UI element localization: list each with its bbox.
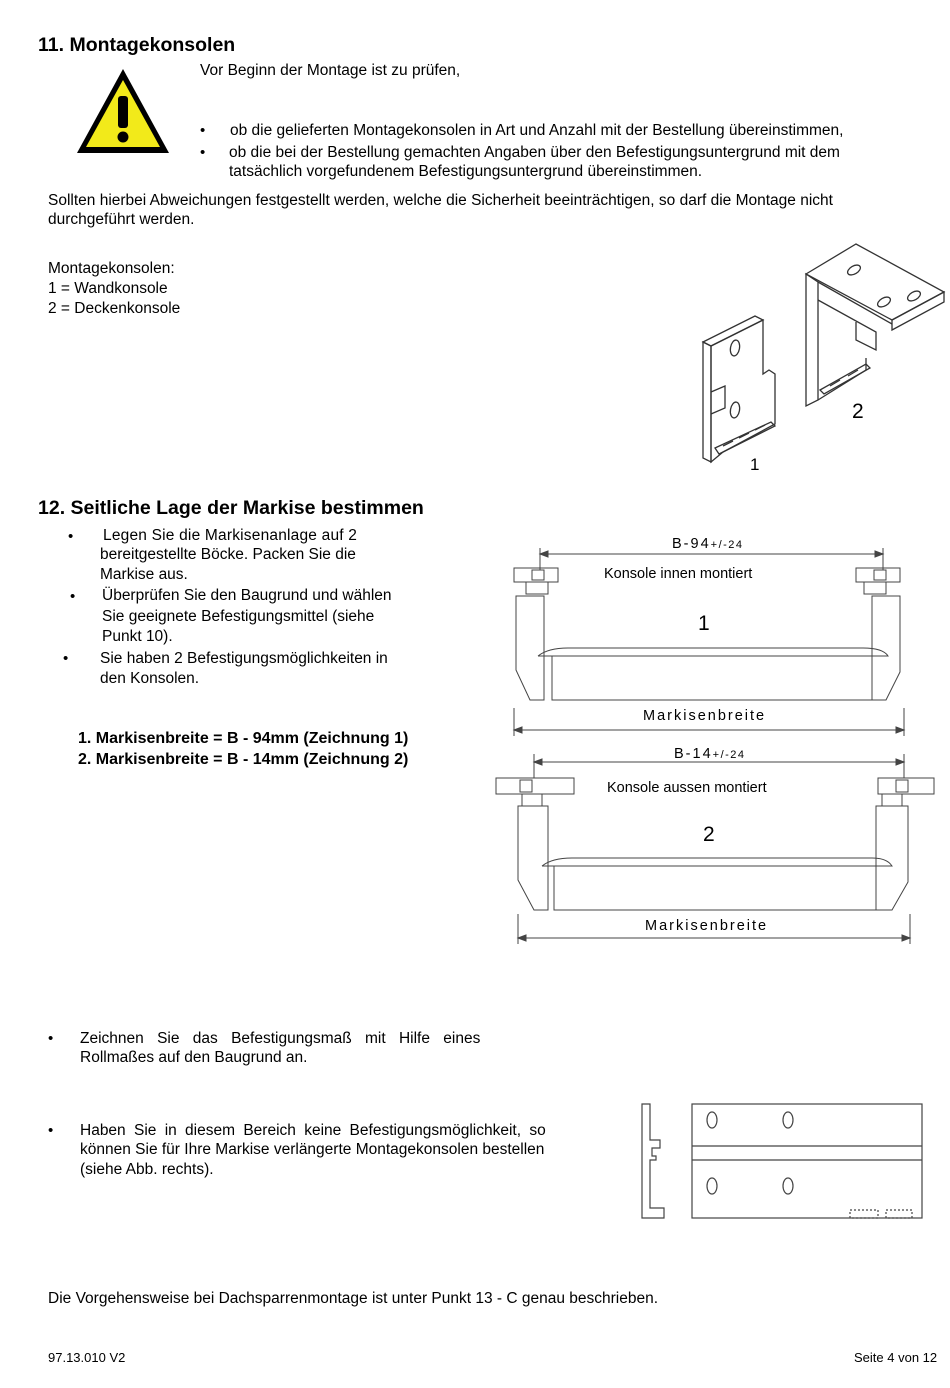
bullet-dot: • bbox=[70, 588, 76, 605]
document-id: 97.13.010 V2 bbox=[48, 1350, 126, 1365]
drawing-1-width-label: Markisenbreite bbox=[643, 708, 767, 724]
drawing-2-dimension bbox=[674, 745, 746, 763]
step-trestles-cont: bereitgestellte Böcke. Packen Sie die bbox=[100, 546, 356, 563]
drawing-1-label: Konsole innen montiert bbox=[604, 566, 753, 582]
drawing-2-label: Konsole aussen montiert bbox=[607, 780, 767, 796]
bullet-dot: • bbox=[48, 1030, 54, 1047]
step-extended-console: Haben Sie in diesem Bereich keine Befestigungsmöglichkeit, so bbox=[80, 1122, 546, 1139]
deviation-warning: Sollten hierbei Abweichungen festgestellt werden, welche die Sicherheit beeinträchtigen, so darf die Montage nicht bbox=[48, 192, 833, 209]
page-number: Seite 4 von 12 bbox=[854, 1350, 938, 1365]
step-trestles-cont2: Markise aus. bbox=[100, 566, 188, 583]
formula-2: 2. Markisenbreite = B - 14mm (Zeichnung 2) bbox=[78, 751, 409, 768]
ceiling-console-label: 2 bbox=[852, 400, 864, 423]
step-options: Sie haben 2 Befestigungsmöglichkeiten in bbox=[100, 650, 388, 667]
console-legend-wall: 1 = Wandkonsole bbox=[48, 280, 168, 297]
drawing-1-dimension bbox=[672, 535, 744, 553]
bullet-dot: • bbox=[200, 122, 206, 139]
ceiling-console-drawing bbox=[796, 240, 946, 410]
extended-console-front-view bbox=[690, 1102, 926, 1222]
rafter-mounting-note: Die Vorgehensweise bei Dachsparrenmontage ist unter Punkt 13 - C genau beschrieben. bbox=[48, 1290, 659, 1307]
console-legend-title: Montagekonsolen: bbox=[48, 260, 175, 277]
bullet-dot: • bbox=[63, 650, 69, 667]
bullet-dot: • bbox=[48, 1122, 54, 1139]
warning-triangle-icon bbox=[74, 66, 172, 156]
drawing-2-dim-main: B-14 bbox=[674, 746, 713, 762]
drawing-1-dim-tolerance: +/-24 bbox=[710, 539, 744, 551]
bullet-dot: • bbox=[68, 528, 74, 545]
section-12-heading: 12. Seitliche Lage der Markise bestimmen bbox=[38, 497, 424, 519]
extended-console-side-view bbox=[638, 1102, 670, 1222]
step-check-ground-cont2: Punkt 10). bbox=[102, 628, 173, 645]
step-check-ground-cont: Sie geeignete Befestigungsmittel (siehe bbox=[102, 608, 375, 625]
section-11-intro: Vor Beginn der Montage ist zu prüfen, bbox=[200, 62, 461, 79]
step-options-cont: den Konsolen. bbox=[100, 670, 200, 687]
step-extended-console-cont2: (siehe Abb. rechts). bbox=[80, 1161, 214, 1178]
wall-console-label: 1 bbox=[750, 455, 760, 474]
step-mark-dimension-cont: Rollmaßes auf den Baugrund an. bbox=[80, 1049, 308, 1066]
step-check-ground: Überprüfen Sie den Baugrund und wählen bbox=[102, 587, 392, 604]
drawing-1-dim-main: B-94 bbox=[672, 536, 711, 552]
check-item-2-cont: tatsächlich vorgefundenem Befestigungsuntergrund übereinstimmen. bbox=[229, 163, 703, 180]
console-legend-ceiling: 2 = Deckenkonsole bbox=[48, 300, 181, 317]
step-extended-console-cont: können Sie für Ihre Markise verlängerte Montagekonsolen bestellen bbox=[80, 1141, 545, 1158]
drawing-2-dim-tolerance: +/-24 bbox=[712, 749, 746, 761]
step-trestles: Legen Sie die Markisenanlage auf 2 bbox=[103, 527, 358, 544]
formula-1: 1. Markisenbreite = B - 94mm (Zeichnung 1) bbox=[78, 730, 409, 747]
drawing-2-number: 2 bbox=[703, 823, 715, 846]
drawing-2-width-label: Markisenbreite bbox=[645, 918, 769, 934]
check-item-2: ob die bei der Bestellung gemachten Angaben über den Befestigungsuntergrund mit dem bbox=[229, 144, 840, 161]
wall-console-drawing bbox=[695, 312, 785, 472]
bullet-dot: • bbox=[200, 144, 206, 161]
section-11-heading: 11. Montagekonsolen bbox=[38, 34, 236, 56]
step-mark-dimension: Zeichnen Sie das Befestigungsmaß mit Hilfe eines bbox=[80, 1030, 481, 1047]
deviation-warning-cont: durchgeführt werden. bbox=[48, 211, 195, 228]
drawing-1-number: 1 bbox=[698, 612, 710, 635]
check-item-1: ob die gelieferten Montagekonsolen in Art und Anzahl mit der Bestellung übereinstimmen, bbox=[230, 122, 844, 139]
